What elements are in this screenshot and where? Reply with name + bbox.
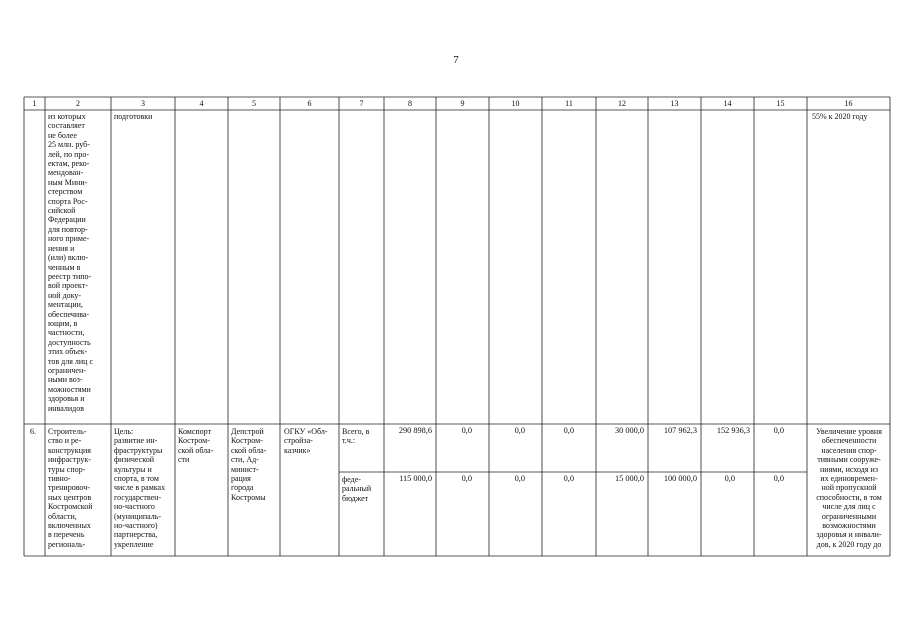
row-6-customer: ОГКУ «Обл- стройза- казчик» (284, 427, 328, 455)
row-6-goal: Цель: развитие ин- фраструктуры физической культуры и спорта, в том числе в рамках государствен- но-частного (муниципаль- но-частного) партнерства, укрепление (114, 427, 166, 549)
federal-value-col-13: 100 000,0 (663, 474, 697, 483)
header-col-12: 12 (618, 99, 626, 108)
total-value-col-8: 290 898,6 (398, 426, 432, 435)
total-value-col-11: 0,0 (563, 426, 574, 435)
header-col-5: 5 (252, 99, 256, 108)
federal-value-col-8: 115 000,0 (399, 474, 432, 483)
header-col-16: 16 (844, 99, 853, 108)
header-col-10: 10 (511, 99, 520, 108)
row-6-source-total: Всего, в т.ч.: (342, 427, 370, 446)
prev-row-result: 55% к 2020 году (812, 112, 868, 121)
row-6-result: Увеличение уровня обеспеченности населения спор- тивными сооруже- ниями, исходя из их единовремен- ной пропускной способности, в том числе для лиц с ограниченными возможностями здоровья и инвали- дов, к 2020 году до (816, 427, 882, 549)
header-col-14: 14 (723, 99, 732, 108)
federal-value-col-14: 0,0 (724, 474, 735, 483)
header-col-15: 15 (776, 99, 785, 108)
federal-value-col-9: 0,0 (461, 474, 472, 483)
header-col-11: 11 (565, 99, 573, 108)
federal-value-col-15: 0,0 (773, 474, 784, 483)
prev-row-goal: подготовки (114, 112, 153, 121)
total-value-col-13: 107 962,3 (663, 426, 697, 435)
header-col-1: 1 (32, 99, 37, 108)
header-col-4: 4 (199, 99, 204, 108)
row-6-responsible: Комспорт Костром- ской обла- сти (178, 427, 214, 465)
total-value-col-10: 0,0 (514, 426, 525, 435)
row-6-source-federal: феде- ральный бюджет (342, 475, 372, 503)
header-col-2: 2 (76, 99, 80, 108)
row-6-coexecutors: Депстрой Костром- ской обла- сти, Ад- минист- рация города Костромы (231, 427, 267, 502)
header-col-8: 8 (408, 99, 412, 108)
prev-row-description: из которых составляет не более 25 млн. руб- лей, по про- ектам, реко- мендован- ным Мини- стерством спорта Рос- сийской Федерации для повтор- ного приме- нения и (или) вклю- ченным в реестр типо- вой проект- ной доку- ментации, обеспечива- ющим, в частности, доступность этих объек- тов для лиц с ограничен- ными воз- можностями здоровья и инвалидов (48, 112, 94, 413)
total-value-col-12: 30 000,0 (614, 426, 644, 435)
header-col-13: 13 (670, 99, 679, 108)
header-col-6: 6 (307, 99, 312, 108)
total-value-col-15: 0,0 (773, 426, 784, 435)
row-6-description: Строитель- ство и ре- конструкция инфраструк- туры спор- тивно- тренировоч- ных центров Костромской области, включенных в перечень региональ- (48, 427, 93, 549)
total-value-col-14: 152 936,3 (716, 426, 750, 435)
total-value-col-9: 0,0 (461, 426, 472, 435)
header-col-7: 7 (359, 99, 364, 108)
header-col-3: 3 (141, 99, 145, 108)
header-col-9: 9 (460, 99, 465, 108)
row-6-number: 6. (30, 427, 36, 436)
federal-value-col-12: 15 000,0 (614, 474, 644, 483)
federal-value-col-11: 0,0 (563, 474, 574, 483)
page-number: 7 (453, 54, 459, 66)
federal-value-col-10: 0,0 (514, 474, 525, 483)
